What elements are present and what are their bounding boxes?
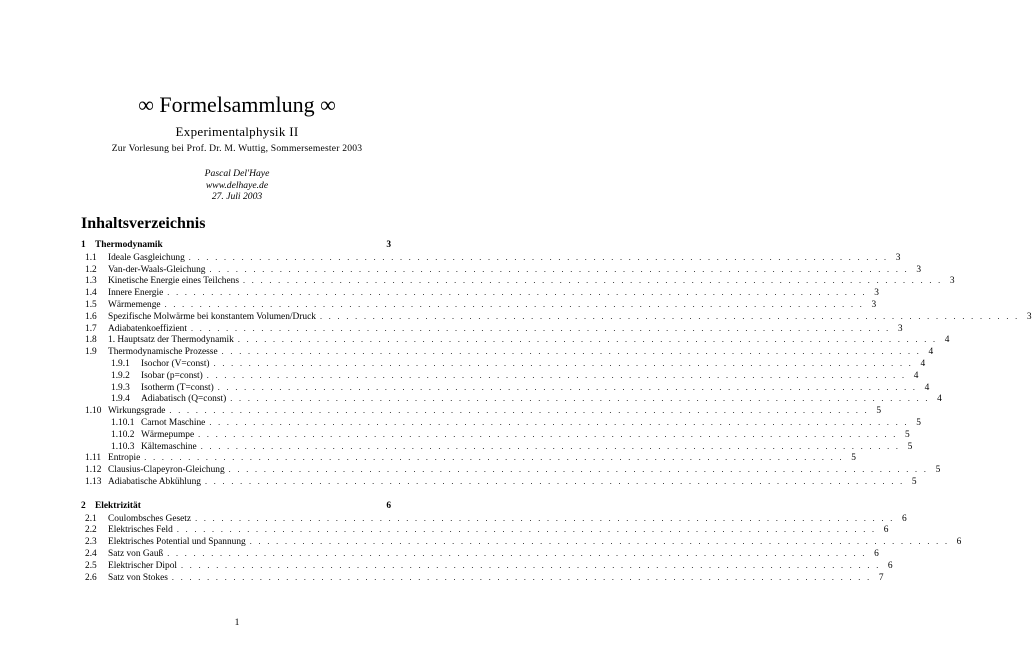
toc-entry-page: 4 bbox=[928, 347, 934, 358]
toc-entry-label: Entropie bbox=[108, 453, 141, 464]
toc-entry[interactable] bbox=[81, 311, 1032, 322]
toc-leader-dots: . . . . . . . . . . . . . . . . . . . . . . . . . . . . . . . . . . . . . . . . . . . . . . . . . . . . . . . . . . . . . . . . . . . . . . . . . . . . . . . . bbox=[164, 300, 865, 309]
toc-leader-dots: . . . . . . . . . . . . . . . . . . . . . . . . . . . . . . . . . . . . . . . . . . . . . . . . . . . . . . . . . . . . . . . . . . . . . . . . . . . . . . . . bbox=[198, 429, 898, 439]
toc-leader-dots: . . . . . . . . . . . . . . . . . . . . . . . . . . . . . . . . . . . . . . . . . . . . . . . . . . . . . . . . . . . . . . . . . . . . . . . . . . . . . . . . bbox=[221, 347, 922, 357]
toc-leader-dots: . . . . . . . . . . . . . . . . . . . . . . . . . . . . . . . . . . . . . . . . . . . . . . . . . . . . . . . . . . . . . . . . . . . . . . . . . . . . . . . . bbox=[230, 394, 930, 404]
toc-entry-label: Thermodynamische Prozesse bbox=[108, 347, 218, 358]
toc-entry[interactable] bbox=[81, 524, 889, 536]
toc-entry-number: 2.4 bbox=[85, 549, 97, 559]
lecture-info: Zur Vorlesung bei Prof. Dr. M. Wuttig, Sommersemester 2003 bbox=[111, 143, 363, 154]
toc-entry-page: 5 bbox=[876, 406, 882, 417]
toc-entry[interactable] bbox=[81, 275, 955, 287]
toc-entry-number: 1.9.2 bbox=[111, 370, 130, 381]
toc-leader-dots: . . . . . . . . . . . . . . . . . . . . . . . . . . . . . . . . . . . . . . . . . . . . . . . . . . . . . . . . . . . . . . . . . . . . . . . . . . . . . . . . bbox=[167, 549, 867, 558]
toc-leader-dots: . . . . . . . . . . . . . . . . . . . . . . . . . . . . . . . . . . . . . . . . . . . . . . . . . . . . . . . . . . . . . . . . . . . . . . . . . . . . . . . . bbox=[213, 359, 914, 368]
toc-entry-number: 2.5 bbox=[85, 560, 97, 571]
toc-leader-dots: . . . . . . . . . . . . . . . . . . . . . . . . . . . . . . . . . . . . . . . . . . . . . . . . . . . . . . . . . . . . . . . . . . . . . . . . . . . . . . . . bbox=[200, 441, 901, 451]
toc-entry-number: 2.6 bbox=[85, 572, 97, 583]
toc-entry[interactable] bbox=[81, 393, 942, 405]
toc-entry-label: Wirkungsgrade bbox=[108, 406, 166, 417]
toc-entry-page: 6 bbox=[901, 513, 907, 524]
toc-entry-label: Thermodynamik bbox=[95, 240, 163, 250]
toc-entry-page: 4 bbox=[944, 335, 950, 346]
toc-entry[interactable] bbox=[81, 536, 962, 548]
toc-entry-number: 1.4 bbox=[85, 288, 97, 299]
toc-leader-dots: . . . . . . . . . . . . . . . . . . . . . . . . . . . . . . . . . . . . . . . . . . . . . . . . . . . . . . . . . . . . . . . . . . . . . . . . . . . . . . . . bbox=[228, 465, 929, 475]
toc-entry-number: 1.12 bbox=[85, 465, 102, 476]
toc-entry-number: 2.2 bbox=[85, 525, 97, 536]
toc-entry[interactable] bbox=[81, 287, 879, 299]
toc-entry-number: 2.1 bbox=[85, 513, 97, 524]
toc-entry-page: 5 bbox=[905, 429, 910, 440]
page-number: 1 bbox=[234, 617, 240, 628]
toc-leader-dots: . . . . . . . . . . . . . . . . . . . . . . . . . . . . . . . . . . . . . . . . . . . . . . . . . . . . . . . . . . . . . . . . . . . . . . . . . . . . . . . . bbox=[171, 572, 872, 582]
toc-entry-page: 6 bbox=[887, 560, 893, 571]
toc-entry[interactable] bbox=[81, 452, 856, 464]
document-title: ∞ Formelsammlung ∞ bbox=[138, 92, 336, 117]
toc-entry-label: Wärmepumpe bbox=[141, 429, 195, 440]
toc-leader-dots: . . . . . . . . . . . . . . . . . . . . . . . . . . . . . . . . . . . . . . . . . . . . . . . . . . . . . . . . . . . . . . . . . . . . . . . . . . . . . . . . bbox=[249, 537, 950, 547]
toc-entry-page: 3 bbox=[871, 300, 877, 310]
toc-section-entry[interactable] bbox=[81, 240, 391, 251]
toc-entry-page: 3 bbox=[386, 240, 391, 250]
toc-heading: Inhaltsverzeichnis bbox=[81, 215, 206, 232]
toc-entry-number: 1.3 bbox=[85, 276, 97, 287]
toc-entry-number: 1.5 bbox=[85, 300, 97, 310]
toc-entry-label: Carnot Maschine bbox=[141, 418, 206, 428]
toc-entry[interactable] bbox=[81, 476, 917, 487]
toc-entry-page: 4 bbox=[937, 394, 942, 405]
document-subtitle: Experimentalphysik II bbox=[175, 124, 299, 139]
toc-entry-number: 1.13 bbox=[85, 477, 102, 487]
toc-entry[interactable] bbox=[81, 323, 903, 334]
toc-leader-dots: . . . . . . . . . . . . . . . . . . . . . . . . . . . . . . . . . . . . . . . . . . . . . . . . . . . . . . . . . . . . . . . . . . . . . . . . . . . . . . . . bbox=[176, 525, 877, 535]
toc-entry-number: 1.2 bbox=[85, 264, 97, 275]
toc-leader-dots: . . . . . . . . . . . . . . . . . . . . . . . . . . . . . . . . . . . . . . . . . . . . . . . . . . . . . . . . . . . . . . . . . . . . . . . . . . . . . . . . bbox=[319, 311, 1020, 321]
toc-entry-page: 6 bbox=[386, 500, 391, 511]
toc-entry[interactable] bbox=[81, 513, 907, 524]
toc-leader-dots: . . . . . . . . . . . . . . . . . . . . . . . . . . . . . . . . . . . . . . . . . . . . . . . . . . . . . . . . . . . . . . . . . . . . . . . . . . . . . . . . bbox=[188, 252, 889, 262]
toc-entry[interactable] bbox=[81, 264, 922, 275]
toc-entry[interactable] bbox=[81, 441, 913, 452]
toc-entry[interactable] bbox=[81, 334, 950, 346]
toc-leader-dots: . . . . . . . . . . . . . . . . . . . . . . . . . . . . . . . . . . . . . . . . . . . . . . . . . . . . . . . . . . . . . . . . . . . . . . . . . . . . . . . . bbox=[195, 513, 895, 523]
toc-entry-label: Elektrischer Dipol bbox=[108, 560, 177, 571]
toc-entry-number: 1.11 bbox=[85, 453, 102, 464]
toc-entry-page: 3 bbox=[874, 288, 879, 299]
toc-entry-number: 1.8 bbox=[85, 335, 97, 346]
toc-entry[interactable] bbox=[81, 429, 910, 440]
author-name: Pascal Del'Haye bbox=[204, 168, 270, 179]
toc-entry-label: Adiabatische Abkühlung bbox=[108, 477, 201, 487]
toc-entry-page: 4 bbox=[913, 370, 919, 381]
toc-entry-label: Spezifische Molwärme bei konstantem Volumen/Druck bbox=[108, 311, 316, 322]
document-date: 27. Juli 2003 bbox=[211, 191, 263, 202]
toc-entry-number: 1.1 bbox=[85, 252, 97, 263]
toc-entry-page: 3 bbox=[895, 252, 901, 263]
toc-entry-page: 3 bbox=[916, 264, 922, 275]
toc-entry-label: Adiabatenkoeffizient bbox=[108, 323, 187, 334]
toc-entry[interactable] bbox=[81, 299, 877, 310]
toc-entry-label: Wärmemenge bbox=[108, 300, 161, 310]
toc-entry-number: 1.9.3 bbox=[111, 382, 130, 393]
toc-section-entry[interactable] bbox=[81, 501, 391, 512]
toc-leader-dots: . . . . . . . . . . . . . . . . . . . . . . . . . . . . . . . . . . . . . . . . . . . . . . . . . . . . . . . . . . . . . . . . . . . . . . . . . . . . . . . . bbox=[209, 264, 910, 274]
toc-entry-number: 1.9.4 bbox=[111, 394, 130, 405]
toc-entry-number: 1.10 bbox=[85, 406, 102, 417]
toc-entry[interactable] bbox=[81, 572, 884, 583]
toc-entry-page: 5 bbox=[935, 465, 941, 476]
toc-entry-page: 5 bbox=[916, 418, 921, 428]
toc-entry-label: Innere Energie bbox=[108, 288, 164, 299]
toc-entry-page: 3 bbox=[897, 323, 903, 334]
toc-entry-label: Elektrisches Potential und Spannung bbox=[108, 537, 246, 548]
toc-entry-label: Coulombsches Gesetz bbox=[108, 513, 192, 524]
toc-entry-number: 1.7 bbox=[85, 323, 97, 334]
toc-entry[interactable] bbox=[81, 382, 930, 393]
toc-entry[interactable] bbox=[81, 548, 879, 559]
toc-leader-dots: . . . . . . . . . . . . . . . . . . . . . . . . . . . . . . . . . . . . . . . . . . . . . . . . . . . . . . . . . . . . . . . . . . . . . . . . . . . . . . . . bbox=[167, 288, 867, 298]
toc-leader-dots: . . . . . . . . . . . . . . . . . . . . . . . . . . . . . . . . . . . . . . . . . . . . . . . . . . . . . . . . . . . . . . . . . . . . . . . . . . . . . . . . bbox=[181, 560, 881, 570]
toc-entry-label: Isochor (V=const) bbox=[141, 359, 210, 369]
toc-entry-page: 4 bbox=[920, 359, 926, 369]
toc-entry[interactable] bbox=[81, 405, 882, 417]
toc-entry-label: Elektrisches Feld bbox=[108, 525, 173, 536]
toc-entry-label: 1. Hauptsatz der Thermodynamik bbox=[108, 335, 234, 346]
toc-entry-page: 5 bbox=[907, 441, 913, 452]
toc-entry-page: 3 bbox=[1026, 311, 1032, 322]
toc-entry[interactable] bbox=[81, 370, 919, 381]
toc-entry-page: 5 bbox=[911, 477, 917, 487]
toc-leader-dots: . . . . . . . . . . . . . . . . . . . . . . . . . . . . . . . . . . . . . . . . . . . . . . . . . . . . . . . . . . . . . . . . . . . . . . . . . . . . . . . . bbox=[217, 382, 918, 392]
toc-entry-number: 1.10.1 bbox=[111, 418, 135, 428]
toc-entry-number: 1.10.3 bbox=[111, 441, 135, 452]
toc-entry-label: Van-der-Waals-Gleichung bbox=[108, 264, 206, 275]
toc-entry[interactable] bbox=[81, 358, 926, 369]
toc-entry-label: Kältemaschine bbox=[141, 441, 197, 452]
toc-entry-number: 1 bbox=[81, 240, 86, 250]
toc-entry-number: 2 bbox=[81, 500, 86, 511]
toc-entry-label: Ideale Gasgleichung bbox=[108, 252, 185, 263]
toc-entry-page: 7 bbox=[878, 572, 884, 583]
toc-entry-label: Clausius-Clapeyron-Gleichung bbox=[108, 465, 225, 476]
toc-entry-label: Adiabatisch (Q=const) bbox=[141, 394, 227, 405]
toc-entry[interactable] bbox=[81, 252, 901, 263]
toc-entry-page: 5 bbox=[851, 453, 856, 464]
toc-entry-label: Satz von Gauß bbox=[108, 549, 164, 559]
toc-entry-number: 1.9 bbox=[85, 347, 97, 358]
toc-entry-page: 4 bbox=[924, 382, 930, 393]
author-block bbox=[0, 168, 474, 203]
toc-leader-dots: . . . . . . . . . . . . . . . . . . . . . . . . . . . . . . . . . . . . . . . . . . . . . . . . . . . . . . . . . . . . . . . . . . . . . . . . . . . . . . . . bbox=[144, 453, 844, 463]
toc-entry-number: 2.3 bbox=[85, 537, 97, 548]
toc-entry-label: Isobar (p=const) bbox=[141, 370, 203, 381]
toc-leader-dots: . . . . . . . . . . . . . . . . . . . . . . . . . . . . . . . . . . . . . . . . . . . . . . . . . . . . . . . . . . . . . . . . . . . . . . . . . . . . . . . . bbox=[169, 406, 870, 416]
toc-entry-label: Elektrizität bbox=[95, 500, 141, 511]
toc-entry-number: 1.9.1 bbox=[111, 359, 130, 369]
toc-leader-dots: . . . . . . . . . . . . . . . . . . . . . . . . . . . . . . . . . . . . . . . . . . . . . . . . . . . . . . . . . . . . . . . . . . . . . . . . . . . . . . . . bbox=[204, 477, 905, 486]
toc-entry-page: 6 bbox=[956, 537, 962, 548]
toc-entry[interactable] bbox=[81, 560, 893, 571]
toc-leader-dots: . . . . . . . . . . . . . . . . . . . . . . . . . . . . . . . . . . . . . . . . . . . . . . . . . . . . . . . . . . . . . . . . . . . . . . . . . . . . . . . . bbox=[242, 276, 943, 286]
toc-entry[interactable] bbox=[81, 417, 921, 428]
toc-entry-label: Kinetische Energie eines Teilchens bbox=[108, 276, 239, 287]
toc-entry[interactable] bbox=[81, 346, 934, 358]
toc-leader-dots: . . . . . . . . . . . . . . . . . . . . . . . . . . . . . . . . . . . . . . . . . . . . . . . . . . . . . . . . . . . . . . . . . . . . . . . . . . . . . . . . bbox=[206, 370, 907, 380]
toc-entry-page: 3 bbox=[949, 276, 955, 287]
toc-leader-dots: . . . . . . . . . . . . . . . . . . . . . . . . . . . . . . . . . . . . . . . . . . . . . . . . . . . . . . . . . . . . . . . . . . . . . . . . . . . . . . . . bbox=[237, 335, 938, 345]
toc-entry-page: 6 bbox=[874, 549, 879, 559]
toc-leader-dots: . . . . . . . . . . . . . . . . . . . . . . . . . . . . . . . . . . . . . . . . . . . . . . . . . . . . . . . . . . . . . . . . . . . . . . . . . . . . . . . . bbox=[190, 323, 891, 333]
toc-entry-number: 1.10.2 bbox=[111, 429, 135, 440]
toc-entry-page: 6 bbox=[883, 525, 889, 536]
toc-entry-number: 1.6 bbox=[85, 311, 97, 322]
toc-entry-label: Isotherm (T=const) bbox=[141, 382, 214, 393]
author-website: www.delhaye.de bbox=[205, 179, 269, 191]
toc-entry[interactable] bbox=[81, 464, 941, 476]
toc-leader-dots: . . . . . . . . . . . . . . . . . . . . . . . . . . . . . . . . . . . . . . . . . . . . . . . . . . . . . . . . . . . . . . . . . . . . . . . . . . . . . . . . bbox=[209, 418, 909, 427]
toc-entry-label: Satz von Stokes bbox=[108, 572, 168, 583]
